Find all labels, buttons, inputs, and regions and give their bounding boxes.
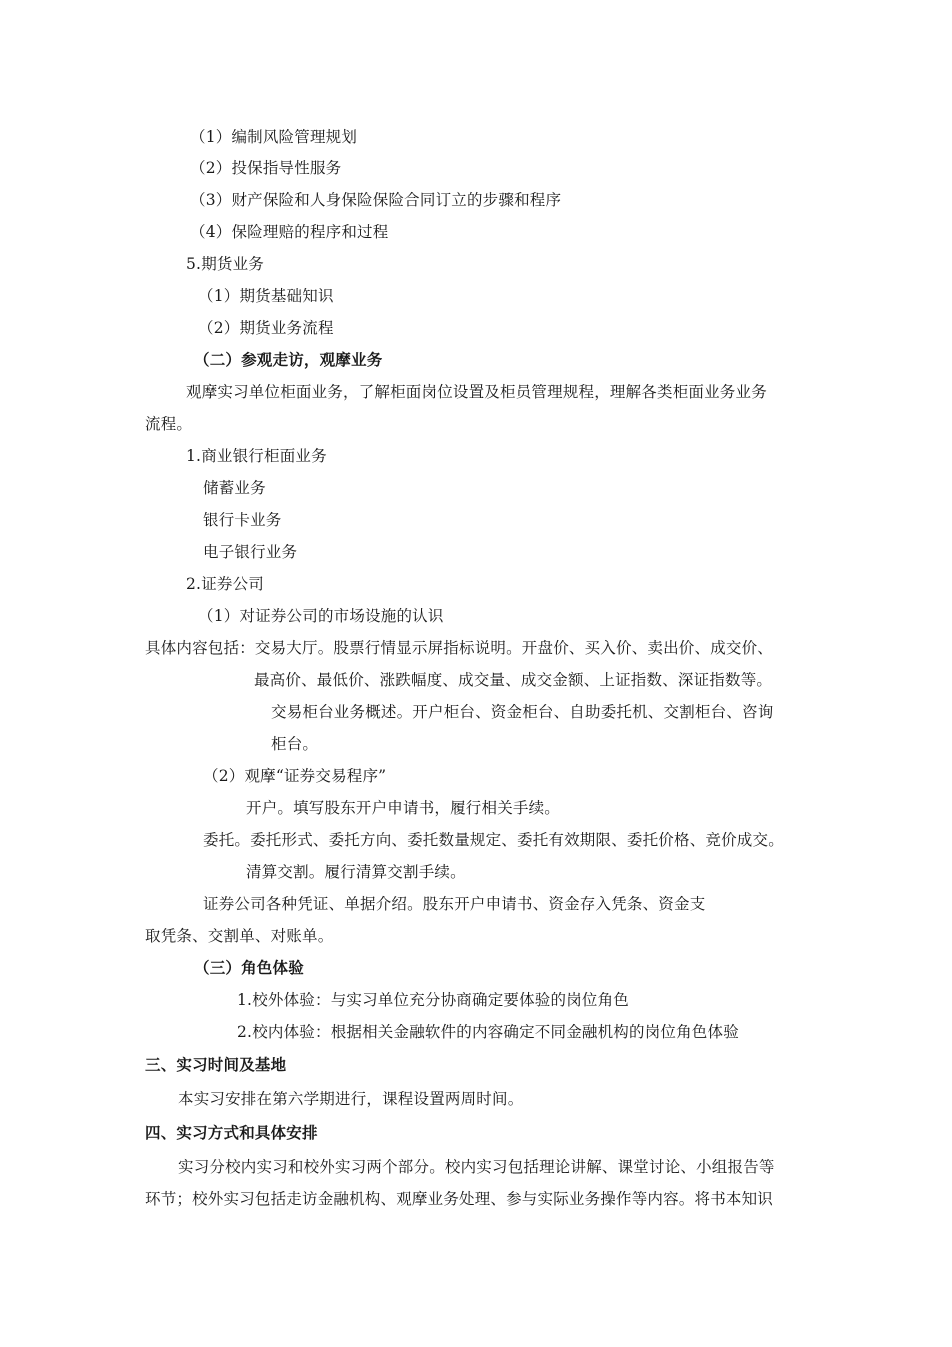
- item-external-experience: 1.校外体验：与实习单位充分协商确定要体验的岗位角色: [237, 991, 629, 1009]
- paragraph-counter-overview: 交易柜台业务概述。开户柜台、资金柜台、自助委托机、交割柜台、咨询: [271, 703, 774, 721]
- paragraph-content: 具体内容包括：交易大厅。股票行情显示屏指标说明。开盘价、买入价、卖出价、成交价、: [145, 639, 774, 657]
- item-risk-plan: （1）编制风险管理规划: [190, 128, 358, 146]
- paragraph-settlement: 清算交割。履行清算交割手续。: [246, 863, 466, 881]
- paragraph-vouchers-cont: 取凭条、交割单、对账单。: [145, 927, 334, 945]
- item-savings: 储蓄业务: [203, 479, 266, 497]
- item-e-banking: 电子银行业务: [203, 543, 298, 561]
- item-trading-procedure: （2）观摩“证券交易程序”: [203, 767, 387, 785]
- item-market-facilities: （1）对证券公司的市场设施的认识: [198, 607, 444, 625]
- paragraph-method-cont: 环节；校外实习包括走访金融机构、观摩业务处理、参与实际业务操作等内容。将书本知识: [145, 1190, 774, 1208]
- item-internal-experience: 2.校内体验：根据相关金融软件的内容确定不同金融机构的岗位角色体验: [237, 1023, 739, 1041]
- paragraph-content-cont1: 最高价、最低价、涨跌幅度、成交量、成交金额、上证指数、深证指数等。: [254, 671, 773, 689]
- heading-securities: 2.证券公司: [186, 575, 264, 593]
- paragraph-method: 实习分校内实习和校外实习两个部分。校内实习包括理论讲解、课堂讨论、小组报告等: [178, 1158, 775, 1176]
- chapter-heading-method: 四、实习方式和具体安排: [145, 1124, 318, 1142]
- paragraph-observe: 观摩实习单位柜面业务，了解柜面岗位设置及柜员管理规程，理解各类柜面业务业务: [186, 383, 767, 401]
- section-heading-visit: （二）参观走访，观摩业务: [194, 351, 383, 369]
- paragraph-account-opening: 开户。填写股东开户申请书，履行相关手续。: [246, 799, 561, 817]
- item-claims-process: （4）保险理赔的程序和过程: [190, 223, 389, 241]
- heading-futures: 5.期货业务: [186, 255, 264, 273]
- item-guidance-service: （2）投保指导性服务: [190, 159, 342, 177]
- paragraph-counter-overview-cont: 柜台。: [271, 735, 319, 753]
- paragraph-schedule: 本实习安排在第六学期进行，课程设置两周时间。: [178, 1090, 524, 1108]
- item-futures-basics: （1）期货基础知识: [198, 287, 334, 305]
- paragraph-observe-cont: 流程。: [145, 415, 193, 433]
- chapter-heading-time-base: 三、实习时间及基地: [145, 1056, 287, 1074]
- item-contract-steps: （3）财产保险和人身保险保险合同订立的步骤和程序: [190, 191, 562, 209]
- heading-bank-counter: 1.商业银行柜面业务: [186, 447, 327, 465]
- paragraph-vouchers: 证券公司各种凭证、单据介绍。股东开户申请书、资金存入凭条、资金支: [203, 895, 706, 913]
- section-heading-role: （三）角色体验: [194, 959, 304, 977]
- item-bank-card: 银行卡业务: [203, 511, 282, 529]
- item-futures-process: （2）期货业务流程: [198, 319, 334, 337]
- paragraph-entrust: 委托。委托形式、委托方向、委托数量规定、委托有效期限、委托价格、竞价成交。: [203, 831, 784, 849]
